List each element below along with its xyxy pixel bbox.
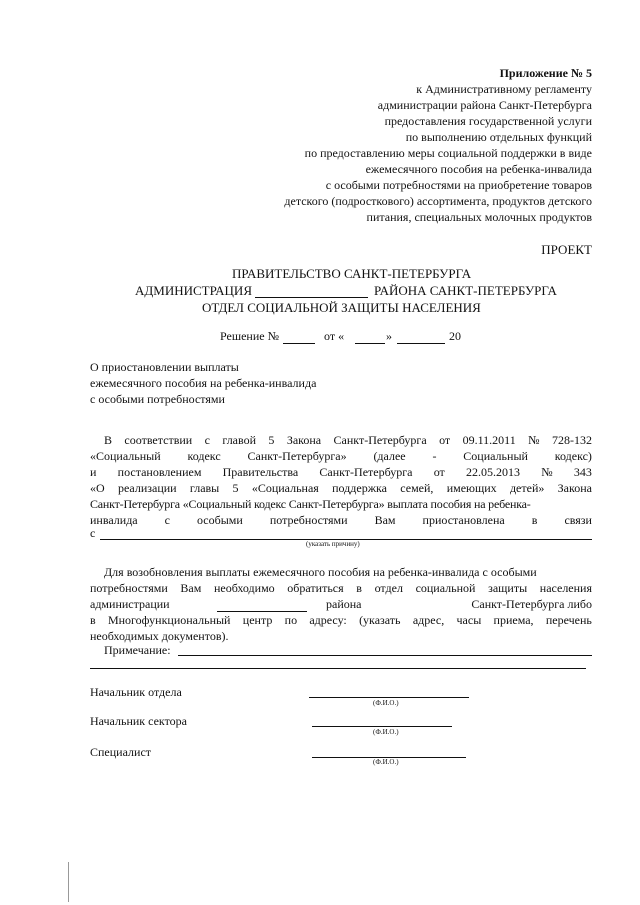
appendix-line: по выполнению отдельных функций (405, 130, 592, 144)
body-line: и постановлением Правительства Санкт-Петербурга от 22.05.2013 № 343 (90, 465, 592, 479)
body-line: района (326, 597, 362, 611)
decision-quote: » (386, 329, 392, 343)
decision-year: 20 (449, 329, 461, 343)
body-line: в Многофункциональный центр по адресу: (указать адрес, часы приема, перечень (90, 613, 592, 627)
appendix-line: питания, специальных молочных продуктов (366, 210, 592, 224)
decision-number-blank (283, 343, 315, 344)
body-line: инвалида с особыми потребностями Вам приостановлена в связи (90, 513, 592, 527)
appendix-line: детского (подросткового) ассортимента, продуктов детского (284, 194, 592, 208)
note-blank (178, 655, 592, 656)
appendix-line: с особыми потребностями на приобретение товаров (325, 178, 592, 192)
signature-caption: (Ф.И.О.) (373, 758, 399, 766)
signature-role: Специалист (90, 745, 152, 759)
header-department: ОТДЕЛ СОЦИАЛЬНОЙ ЗАЩИТЫ НАСЕЛЕНИЯ (202, 300, 481, 315)
header-administration: АДМИНИСТРАЦИЯ (135, 283, 252, 298)
note-label: Примечание: (104, 643, 171, 657)
body-line: Санкт-Петербурга «Социальный кодекс Санкт-Петербурга» выплата пособия на ребенка- (90, 497, 531, 511)
signature-role: Начальник сектора (90, 714, 187, 728)
appendix-line: администрации района Санкт-Петербурга (377, 98, 592, 112)
body-line: необходимых документов). (90, 629, 229, 643)
appendix-title: Приложение № 5 (499, 66, 592, 80)
subject-line: с особыми потребностями (90, 392, 225, 406)
header-district: РАЙОНА САНКТ-ПЕТЕРБУРГА (374, 283, 557, 298)
subject-line: ежемесячного пособия на ребенка-инвалида (90, 376, 317, 390)
signature-caption: (Ф.И.О.) (373, 728, 399, 736)
signature-blank (309, 697, 469, 698)
body-line: потребностями Вам необходимо обратиться в отдел социальной защиты населения (90, 581, 592, 595)
appendix-line: предоставления государственной услуги (384, 114, 592, 128)
decision-from: от « (324, 329, 345, 343)
body-line: Санкт-Петербурга либо (471, 597, 592, 611)
appendix-line: ежемесячного пособия на ребенка-инвалида (365, 162, 592, 176)
body-line: «Социальный кодекс Санкт-Петербурга» (далее - Социальный кодекс) (90, 449, 592, 463)
note-blank-2 (90, 668, 586, 669)
body-line: Для возобновления выплаты ежемесячного пособия на ребенка-инвалида с особыми (104, 565, 537, 579)
body-line: «О реализации главы 5 «Социальная поддержка семей, имеющих детей» Закона (90, 481, 592, 495)
decision-month-blank (397, 343, 445, 344)
administration-blank (217, 611, 307, 612)
body-line: с (90, 526, 96, 540)
district-blank (255, 297, 368, 298)
subject-line: О приостановлении выплаты (90, 360, 239, 374)
appendix-line: по предоставлению меры социальной поддержки в виде (304, 146, 592, 160)
decision-label: Решение № (220, 329, 280, 343)
scan-artifact (68, 862, 69, 902)
signature-blank (312, 726, 452, 727)
reason-caption: (указать причину) (306, 540, 360, 548)
draft-label: ПРОЕКТ (541, 242, 592, 257)
appendix-line: к Административному регламенту (416, 82, 592, 96)
header-government: ПРАВИТЕЛЬСТВО САНКТ-ПЕТЕРБУРГА (232, 266, 472, 281)
decision-day-blank (355, 343, 385, 344)
signature-role: Начальник отдела (90, 685, 182, 699)
signature-caption: (Ф.И.О.) (373, 699, 399, 707)
body-line: В соответствии с главой 5 Закона Санкт-Петербурга от 09.11.2011 № 728-132 (104, 433, 592, 447)
body-line: администрации (90, 597, 170, 611)
